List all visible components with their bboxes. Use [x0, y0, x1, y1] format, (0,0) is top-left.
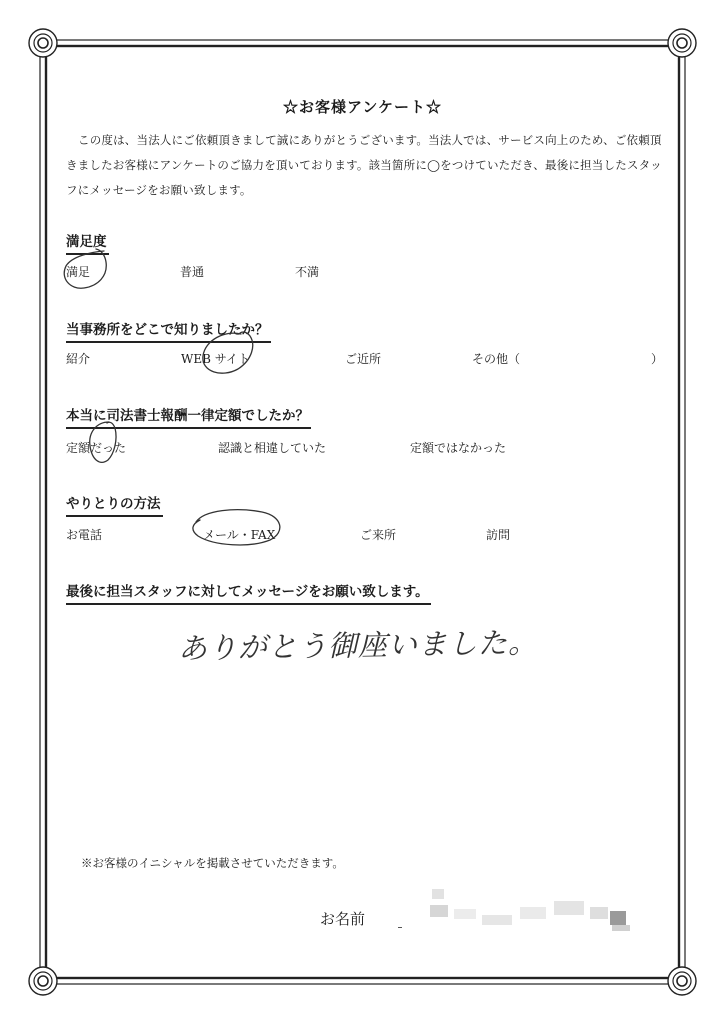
circle-mark-fixed-fee: [90, 422, 116, 462]
section-heading-label: 満足度: [66, 234, 107, 250]
option-website[interactable]: WEB サイト: [181, 352, 250, 366]
option-satisfied[interactable]: 満足: [66, 265, 91, 279]
circle-mark-mail-fax: [193, 510, 280, 545]
option-other[interactable]: その他（: [472, 352, 521, 366]
option-home-visit[interactable]: 訪問: [486, 528, 511, 542]
option-fixed-fee[interactable]: 定額だった: [66, 441, 127, 455]
option-neutral[interactable]: 普通: [180, 265, 205, 279]
circle-mark-website: [203, 332, 253, 373]
section-heading-label: 当事務所をどこで知りましたか？: [66, 322, 269, 338]
survey-title: ☆お客様アンケート☆: [282, 98, 443, 116]
section-heading-label: 本当に司法書士報酬一律定額でしたか？: [66, 408, 309, 424]
option-mail-fax[interactable]: メール・FAX: [203, 528, 276, 542]
name-line-start: [398, 927, 402, 928]
name-label: お名前: [320, 910, 366, 928]
section-heading-label: 最後に担当スタッフに対してメッセージをお願い致します。: [66, 584, 429, 600]
option-unsatisfied[interactable]: 不満: [295, 265, 320, 279]
circle-mark-satisfied: [64, 249, 106, 288]
option-other-close-paren: ）: [651, 352, 664, 366]
option-neighborhood[interactable]: ご近所: [345, 352, 382, 366]
section-heading-label: やりとりの方法: [66, 496, 161, 512]
handwritten-message-text: ありがとう御座いました。: [177, 625, 539, 666]
option-referral[interactable]: 紹介: [66, 352, 91, 366]
intro-paragraph: この度は、当法人にご依頼頂きまして誠にありがとうございます。当法人では、サービス向上のため、ご依頼頂きましたお客様にアンケートのご協力を頂いております。該当箇所に◯をつけていただき、最後に担当したスタッフにメッセージをお願い致します。: [66, 133, 662, 197]
name-field-redacted: [424, 885, 644, 937]
option-differed[interactable]: 認識と相違していた: [218, 441, 327, 455]
option-visit-office[interactable]: ご来所: [360, 528, 397, 542]
initials-notice: ※お客様のイニシャルを掲載させていただきます。: [81, 856, 344, 870]
option-not-fixed[interactable]: 定額ではなかった: [410, 441, 507, 455]
option-phone[interactable]: お電話: [66, 528, 103, 542]
